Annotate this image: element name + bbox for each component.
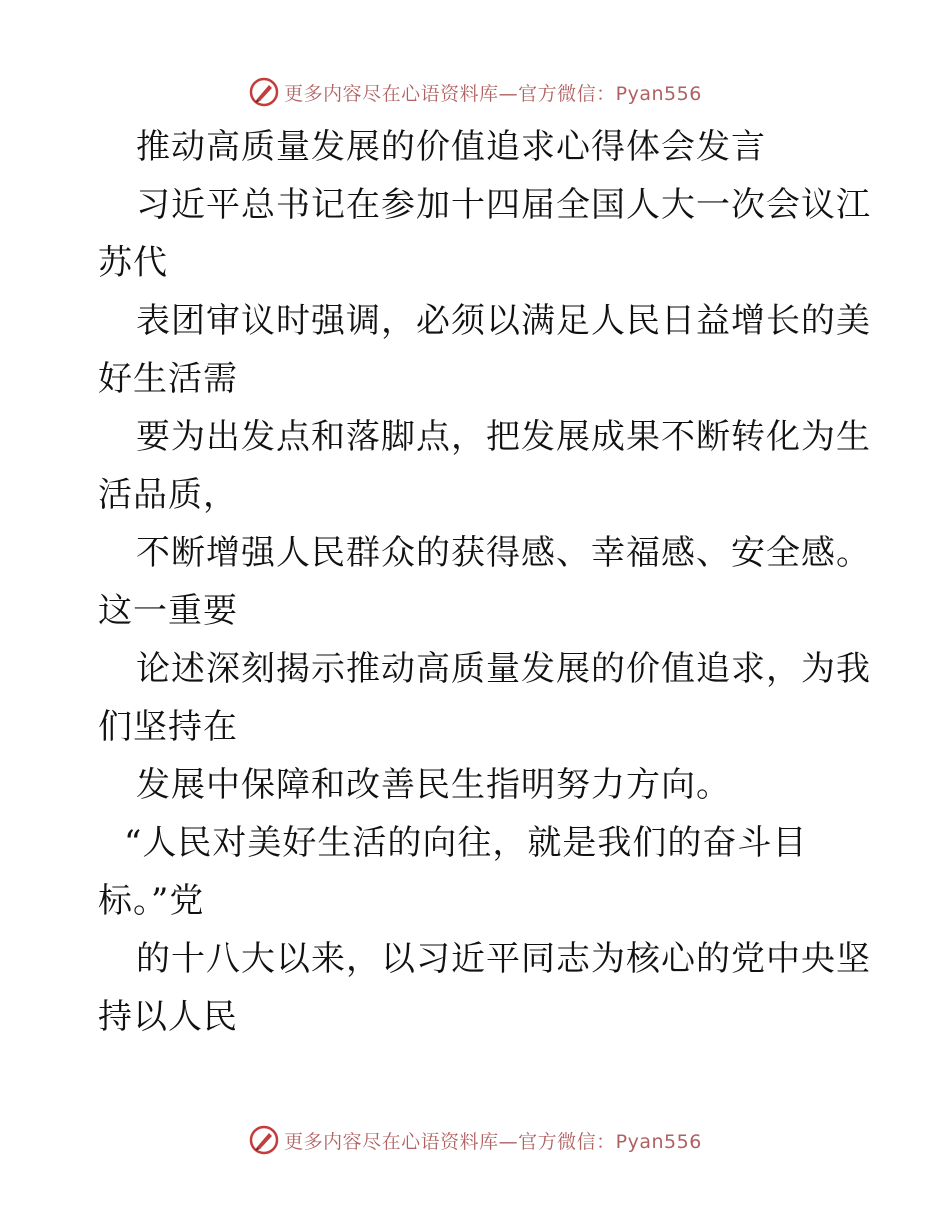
paragraph-line: 苏代 [98, 243, 168, 283]
paragraph-line: 不断增强人民群众的获得感、幸福感、安全感。 [136, 533, 871, 573]
paragraph-line: 的十八大以来，以习近平同志为核心的党中央坚 [136, 939, 871, 979]
paragraph-line: 们坚持在 [98, 707, 238, 747]
pen-logo-icon [248, 1124, 280, 1156]
pen-logo-icon [248, 76, 280, 108]
paragraph-line: 习近平总书记在参加十四届全国人大一次会议江 [136, 185, 871, 225]
header-banner-inner [248, 76, 702, 108]
header-banner [0, 72, 950, 112]
document-body [98, 118, 871, 1046]
footer-banner-inner [248, 1124, 702, 1156]
paragraph-line: 持以人民 [98, 997, 238, 1037]
paragraph-line: 发展中保障和改善民生指明努力方向。 [136, 765, 731, 805]
footer-banner-text: 更多内容尽在心语资料库—官方微信：Pyan556 [284, 1130, 702, 1153]
paragraph-line: 表团审议时强调，必须以满足人民日益增长的美 [136, 301, 871, 341]
paragraph-line: 论述深刻揭示推动高质量发展的价值追求，为我 [136, 649, 871, 689]
paragraph-line: 活品质， [98, 475, 238, 515]
header-banner-text: 更多内容尽在心语资料库—官方微信：Pyan556 [284, 82, 702, 105]
footer-banner [0, 1120, 950, 1160]
document-title: 推动高质量发展的价值追求心得体会发言 [136, 127, 766, 167]
paragraph-line: 标。”党 [98, 881, 205, 921]
paragraph-line: “人民对美好生活的向往，就是我们的奋斗目 [124, 823, 808, 863]
paragraph-line: 好生活需 [98, 359, 238, 399]
paragraph-line: 这一重要 [98, 591, 238, 631]
paragraph-line: 要为出发点和落脚点，把发展成果不断转化为生 [136, 417, 871, 457]
